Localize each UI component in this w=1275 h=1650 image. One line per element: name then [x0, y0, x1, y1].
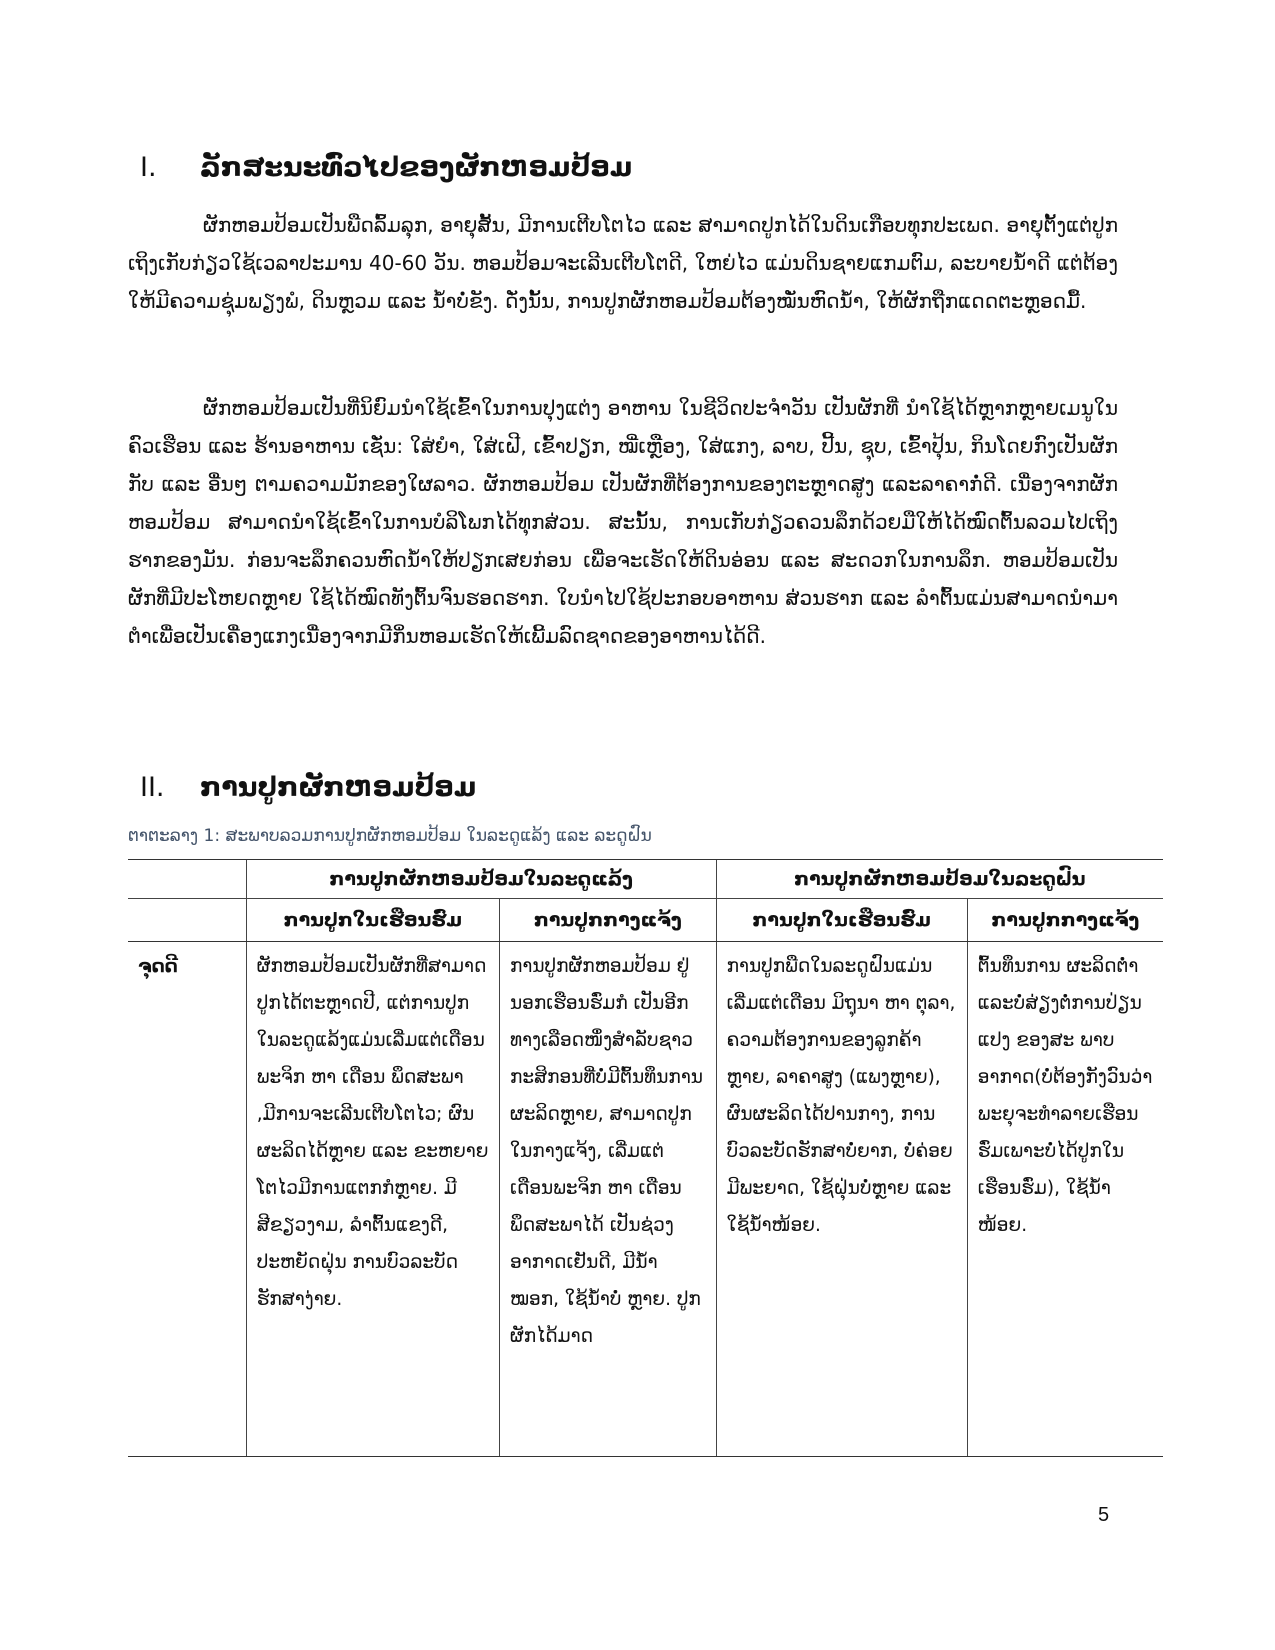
cell-rainy-outdoor: ຕົ້ນທຶນການ ຜະລິດຕ່ຳແລະບໍ່ສ່ຽງຕໍ່ການປ່ຽນ ແປງ ຂອງສະ ພາບອາກາດ(ບໍ່ຕ້ອງກັງວົນວ່າພະຍຸຈະທຳລາຍເຮືອນຮົ່ມເພາະບໍ່ໄດ້ປູກໃນເຮືອນຮົ່ມ), ໃຊ້ນ້ຳໜ້ອຍ.	[967, 942, 1163, 1457]
section-heading-1	[140, 152, 632, 183]
paragraph-1: ຜັກຫອມປ້ອມເປັນພືດລົ້ມລຸກ, ອາຍຸສັ້ນ, ມີການເຕີບໂຕໄວ ແລະ ສາມາດປູກໄດ້ໃນດິນເກືອບທຸກປະເພດ. ອາຍຸຕັ້ງແຕ່ປູກເຖິງເກັບກ່ຽວໃຊ້ເວລາປະມານ 40-60 ວັນ. ຫອມປ້ອມຈະເລີນເຕີບໂຕດີ, ໃຫຍ່ໄວ ແມ່ນດິນຊາຍແກມຕົມ, ລະບາຍນ້ຳດີ ແຕ່ຕ້ອງໃຫ້ມີຄວາມຊຸ່ມພຽງພໍ, ດິນຫຼວມ ແລະ ນ້ຳບໍ່ຂັງ. ດັ່ງນັ້ນ, ການປູກຜັກຫອມປ້ອມຕ້ອງໝັ່ນຫົດນ້ຳ, ໃຫ້ຜັກຖືກແດດຕະຫຼອດມື້.	[128, 213, 1118, 313]
row-label-advantages: ຈຸດດີ	[128, 942, 246, 1457]
dry-season-header: ການປູກຜັກຫອມປ້ອມໃນລະດູແລ້ງ	[246, 860, 716, 899]
paragraph-2: ຜັກຫອມປ້ອມເປັນທີ່ນິຍົມນຳໃຊ້ເຂົ້າໃນການປຸງແຕ່ງ ອາຫານ ໃນຊີວິດປະຈຳວັນ ເປັນຜັກທີ່ ນຳໃຊ້ໄດ້ຫຼາກຫຼາຍເມນູໃນຄົວເຮືອນ ແລະ ຮ້ານອາຫານ ເຊັ່ນ: ໃສ່ຍຳ, ໃສ່ເຝີ, ເຂົ້າປຽກ, ໝີ່ເຫຼືອງ, ໃສ່ແກງ, ລາບ, ປີ້ນ, ຊຸບ, ເຂົ້າປຸ້ນ, ກິນໂດຍກົງເປັນຜັກກັບ ແລະ ອື່ນໆ ຕາມຄວາມມັກຂອງໃຜລາວ. ຜັກຫອມປ້ອມ ເປັນຜັກທີ່ຕ້ອງການຂອງຕະຫຼາດສູງ ແລະລາຄາກໍ່ດີ. ເນື່ອງຈາກຜັກຫອມປ້ອມ ສາມາດນຳໃຊ້ເຂົ້າໃນການບໍລິໂພກໄດ້ທຸກສ່ວນ. ສະນັ້ນ, ການເກັບກ່ຽວຄວນລຶກດ້ວຍມືໃຫ້ໄດ້ໝົດຕົ້ນລວມໄປເຖິງຮາກຂອງມັນ. ກ່ອນຈະລຶກຄວນຫົດນ້ຳໃຫ້ປຽກເສຍກ່ອນ ເພື່ອຈະເຮັດໃຫ້ດິນອ່ອນ ແລະ ສະດວກໃນການລຶກ. ຫອມປ້ອມເປັນຜັກທີ່ມີປະໂຫຍດຫຼາຍ ໃຊ້ໄດ້ໝົດທັງຕົ້ນຈົນຮອດຮາກ. ໃບນຳໄປໃຊ້ປະກອບອາຫານ ສ່ວນຮາກ ແລະ ລຳຕົ້ນແມ່ນສາມາດນຳມາຕຳເພື່ອເປັນເຄື່ອງແກງເນື່ອງຈາກມີກິ່ນຫອມເຮັດໃຫ້ເພີ້ມລົດຊາດຂອງອາຫານໄດ້ດີ.	[128, 396, 1118, 648]
table-header-empty	[128, 860, 246, 899]
cell-dry-greenhouse: ຜັກຫອມປ້ອມເປັນຜັກທີ່ສາມາດປູກໄດ້ຕະຫຼາດປີ, ແຕ່ການປູກໃນລະດູແລ້ງແມ່ນເລີ່ມແຕ່ເດືອນພະຈິກ ຫາ ເດືອນ ພຶດສະພາ ,ມີການຈະເລີນເຕີບໂຕໄວ; ຜົນຜະລິດໄດ້ຫຼາຍ ແລະ ຂະຫຍາຍໂຕໄວມີການແຕກກໍຫຼາຍ. ມີສີຂຽວງາມ, ລຳຕົ້ນແຂງດີ, ປະຫຍັດຝຸ່ນ ການບົວລະບັດຮັກສາງ່າຍ.	[246, 942, 499, 1457]
table-subheader-row	[128, 899, 1163, 942]
subheader-rainy-outdoor: ການປູກກາງແຈ້ງ	[967, 899, 1163, 942]
rainy-season-header: ການປູກຜັກຫອມປ້ອມໃນລະດູຝົນ	[716, 860, 1163, 899]
table-header-row	[128, 860, 1163, 899]
table-row	[128, 942, 1163, 1457]
section-title-2: ການປູກຜັກຫອມປ້ອມ	[200, 772, 477, 803]
table-caption: ຕາຕະລາງ 1: ສະພາບລວມການປູກຜັກຫອມປ້ອມ ໃນລະດູແລ້ງ ແລະ ລະດູຝົນ	[128, 826, 652, 846]
subheader-dry-outdoor: ການປູກກາງແຈ້ງ	[500, 899, 717, 942]
section-number-1: I.	[140, 152, 157, 183]
cell-dry-outdoor: ການປູກຜັກຫອມປ້ອມ ຢູ່ນອກເຮືອນຮົ່ມກໍ ເປັນອີກທາງເລືອດໜຶ່ງສຳລັບຊາວກະສິກອນທີ່ບໍ່ມີຕົ້ນທຶນການ ຜະລິດຫຼາຍ, ສາມາດປູກໃນກາງແຈ້ງ, ເລີ່ມແຕ່ເດືອນພະຈິກ ຫາ ເດືອນ ພຶດສະພາໄດ້ ເປັນຊ່ວງອາກາດເຢັນດີ, ມີນ້ຳໝອກ, ໃຊ້ນ້ຳບໍ່ ຫຼາຍ. ປູກຜັກໄດ້ມາດ	[500, 942, 717, 1457]
section-number-2: II.	[140, 772, 165, 803]
subheader-dry-greenhouse: ການປູກໃນເຮືອນຮົ່ມ	[246, 899, 499, 942]
section-heading-2	[140, 772, 476, 803]
page-number: 5	[1098, 1504, 1110, 1526]
cell-rainy-greenhouse: ການປູກພືດໃນລະດູຝົນແມ່ນເລີ່ມແຕ່ເດືອນ ມິຖຸນາ ຫາ ຕຸລາ, ຄວາມຕ້ອງການຂອງລູກຄ້າຫຼາຍ, ລາຄາສູງ (ແພງຫຼາຍ), ຜົນຜະລິດໄດ້ປານກາງ, ການບົວລະບັດຮັກສາບໍ່ຍາກ, ບໍ່ຄ່ອຍມີພະຍາດ, ໃຊ້ຝຸ່ນບໍ່ຫຼາຍ ແລະໃຊ້ນ້ຳໜ້ອຍ.	[716, 942, 967, 1457]
subheader-rainy-greenhouse: ການປູກໃນເຮືອນຮົ່ມ	[716, 899, 967, 942]
planting-table	[128, 859, 1163, 1457]
table-subheader-empty	[128, 899, 246, 942]
section-title-1: ລັກສະນະທົ່ວໄປຂອງຜັກຫອມປ້ອມ	[200, 152, 633, 183]
